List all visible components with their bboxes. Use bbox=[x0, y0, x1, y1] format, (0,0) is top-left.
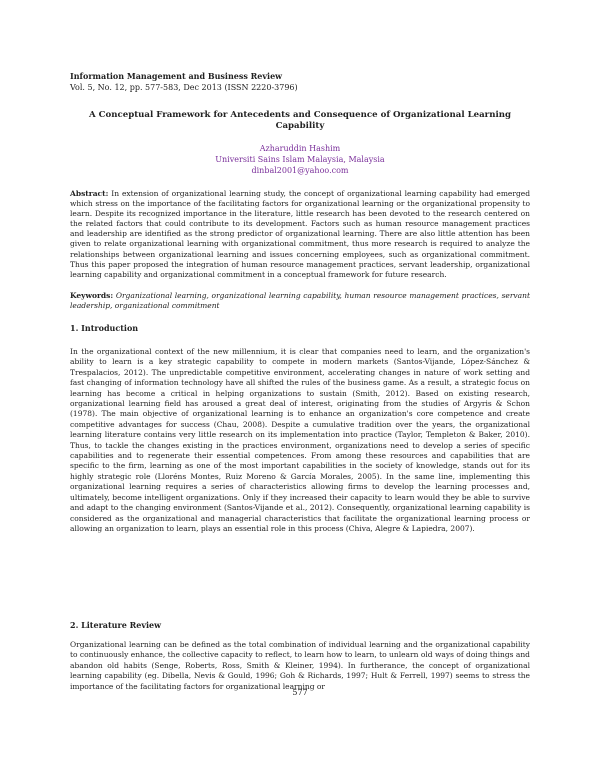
abstract-label: Abstract: bbox=[70, 189, 109, 198]
introduction-paragraph: In the organizational context of the new millennium, it is clear that companies need to learn, and the organization's ability to learn is a key strategic capability to compete in modern markets (Santos-Vijande, López-Sánchez & Trespalacios, 2012). The unpredictable competitive environment, accelerating changes in nature of work setting and fast changing of information technology have all shifted the rules of the business game. As a result, a strategic focus on learning has become a critical in helping organizations to sustain (Smith, 2012). Based on existing research, organizational learning field has aroused a great deal of interest, originating from the studies of Argyris & Schon (1978). The main objective of organizational learning is to enhance an organization's core competence and create competitive advantages for success (Chau, 2008). Despite a cumulative tradition over the years, the organizational learning literature contains very little research on its implementation into practice (Taylor, Templeton & Baker, 2010). Thus, to tackle the changes existing in the practices environment, organizations need to develop a series of specific capabilities and to regenerate their essential competences. From among these resources and capabilities that are specific to the firm, learning as one of the most important capabilities in the society of knowledge, stands out for its highly strategic role (Lloréns Montes, Ruiz Moreno & García Morales, 2005). In the same line, implementing this organizational learning requires a series of characteristics allowing firms to develop the learning processes and, ultimately, become intelligent organizations. Only if they increased their capacity to learn would they be able to survive and adapt to the changing environment (Santos-Vijande et al., 2012). Consequently, organizational learning capability is considered as the organizational and managerial characteristics that facilitate the organizational learning process or allowing an organization to learn, plays an essential role in this process (Chiva, Alegre & Lapiedra, 2007). bbox=[70, 347, 530, 533]
literature-review-paragraph: Organizational learning can be defined as the total combination of individual learning and the organizational capability to continuously enhance, the collective capacity to reflect, to learn how to learn, to unlearn old ways of doing things and abandon old habits (Senge, Roberts, Ross, Smith & Kleiner, 1994). In furtherance, the concept of organizational learning capability (eg. Dibella, Nevis & Gould, 1996; Goh & Richards, 1997; Hult & Ferrell, 1997) seems to stress the importance of the facilitating factors for organizational learning or bbox=[70, 640, 530, 691]
journal-name: Information Management and Business Review bbox=[70, 71, 283, 81]
abstract-text: In extension of organizational learning study, the concept of organizational learning capability had emerged which stress on the importance of the facilitating factors for organizational learning or the organizational propensity to learn. Despite its recognized importance in the literature, little research has been devoted to the research centered on the related factors that could contribute to its development. Factors such as human resource management practices and leadership are identified as the strong predictor of organizational learning. There are also little attention has been given to relate organizational learning with organizational commitment, thus more research is required to analyze the relationships between organizational learning and issues concerning employees, such as organizational commitment. Thus this paper proposed the integration of human resource management practices, servant leadership, organizational learning capability and organizational commitment in a conceptual framework for future research. bbox=[70, 189, 530, 279]
abstract bbox=[70, 189, 530, 280]
author-block bbox=[70, 143, 530, 176]
journal-header bbox=[70, 71, 298, 93]
keywords bbox=[70, 291, 530, 311]
section-heading-literature-review: 2. Literature Review bbox=[70, 620, 161, 630]
keywords-text: Organizational learning, organizational learning capability, human resource management practices, servant leadership, organizational commitment bbox=[70, 291, 530, 311]
author-name: Azharuddin Hashim bbox=[259, 144, 341, 153]
author-affiliation: Universiti Sains Islam Malaysia, Malaysia bbox=[215, 155, 385, 164]
journal-issue: Vol. 5, No. 12, pp. 577-583, Dec 2013 (ISSN 2220-3796) bbox=[70, 83, 298, 92]
section-heading-introduction: 1. Introduction bbox=[70, 323, 139, 333]
keywords-label: Keywords: bbox=[70, 291, 114, 300]
paper-title: A Conceptual Framework for Antecedents and Consequence of Organizational Learning Capability bbox=[89, 110, 511, 131]
author-email[interactable]: dinbal2001@yahoo.com bbox=[251, 166, 349, 175]
page-number: 577 bbox=[292, 688, 308, 697]
